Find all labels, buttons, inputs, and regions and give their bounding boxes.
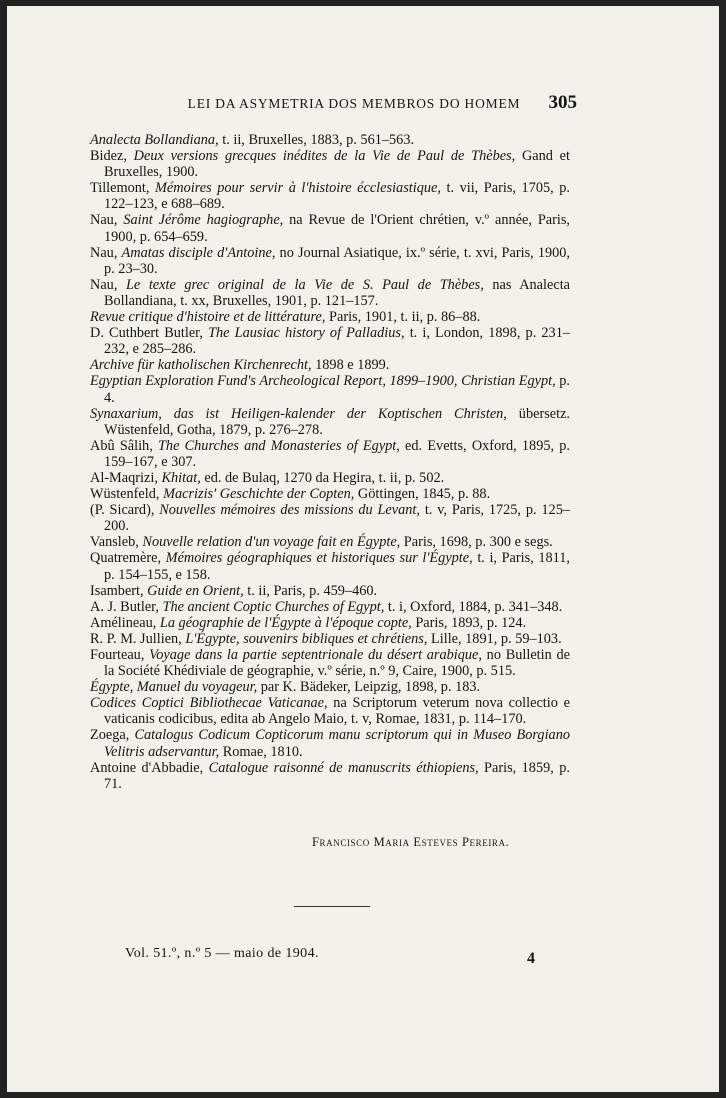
entry-author: (P. Sicard), <box>90 502 160 519</box>
entry-title: Catalogue raisonné de manuscrits éthiopiens, <box>208 759 479 776</box>
bibliography-entry <box>90 357 570 373</box>
bibliography-entry <box>90 148 570 180</box>
entry-author: Vansleb, <box>90 534 143 551</box>
entry-details: Paris, 1893, p. 124. <box>411 614 527 631</box>
bibliography-entry <box>90 647 570 679</box>
bibliography-entry <box>90 679 570 695</box>
bibliography-entry <box>90 470 570 486</box>
entry-details: Paris, 1859, p. 71. <box>104 759 570 792</box>
entry-details: t. vii, Paris, 1705, p. 122–123, e 688–689. <box>104 180 570 213</box>
entry-author: Quatremère, <box>90 550 166 567</box>
page-header <box>7 92 719 116</box>
entry-details: 1898 e 1899. <box>311 357 390 374</box>
bibliography-entry <box>90 245 570 277</box>
running-title: LEI DA ASYMETRIA DOS MEMBROS DO HOMEM <box>187 96 521 111</box>
entry-title: Mémoires géographiques et historiques sur l'Égypte, <box>165 550 473 567</box>
entry-title: Macrizis' Geschichte der Copten, <box>163 486 355 503</box>
entry-title: The ancient Coptic Churches of Egypt, <box>162 598 385 615</box>
entry-title: The Churches and Monasteries of Egypt, <box>157 437 400 454</box>
entry-author: Nau, <box>90 276 126 293</box>
volume-footer: Vol. 51.º, n.º 5 — maio de 1904. <box>125 946 319 961</box>
entry-title: Nouvelles mémoires des missions du Levant, <box>159 502 420 519</box>
document-page <box>7 6 719 1092</box>
bibliography-entry <box>90 534 570 550</box>
entry-title: Voyage dans la partie septentrionale du désert arabique, <box>149 647 482 663</box>
entry-title: Khitat, <box>161 469 201 486</box>
entry-details: Göttingen, 1845, p. 88. <box>354 486 491 503</box>
bibliography-entry <box>90 599 570 615</box>
entry-author: Tillemont, <box>90 180 156 197</box>
entry-title: Nouvelle relation d'un voyage fait en Égypte, <box>142 534 401 551</box>
entry-author: Amélineau, <box>90 614 160 631</box>
entry-details: Paris, 1901, t. ii, p. 86–88. <box>325 309 481 326</box>
entry-author: R. P. M. Jullien, <box>90 630 186 647</box>
bibliography-entry <box>90 277 570 309</box>
entry-title: Catalogus Codicum Copticorum manu scriptorum qui in Museo Borgiano Velitris adservantur, <box>104 727 570 760</box>
entry-title: Mémoires pour servir à l'histoire écclesiastique, <box>155 180 441 197</box>
entry-details: Gand et Bruxelles, 1900. <box>104 148 571 181</box>
entry-details: übersetz. Wüstenfeld, Gotha, 1879, p. 276–278. <box>104 405 571 438</box>
entry-author: A. J. Butler, <box>90 598 163 615</box>
bibliography-entry <box>90 631 570 647</box>
entry-title: Egyptian Exploration Fund's Archeological Report, 1899–1900, Christian Egypt, <box>90 373 556 390</box>
author-signature: Francisco Maria Esteves Pereira. <box>312 835 510 849</box>
entry-details: no Bulletin de la Société Khédiviale de géographie, v.º série, n.º 9, Caire, 1900, p. 515. <box>104 647 570 680</box>
entry-author: Zoega, <box>90 727 135 744</box>
entry-details: nas Analecta Bollandiana, t. xx, Bruxelles, 1901, p. 121–157. <box>104 276 571 309</box>
bibliography-entry <box>90 438 570 470</box>
bibliography-entry <box>90 180 570 212</box>
bibliography-entry <box>90 615 570 631</box>
entry-author: Isambert, <box>90 582 148 599</box>
entry-author: Bidez, <box>90 148 134 165</box>
bibliography-list <box>90 132 570 792</box>
entry-author: Abû Sâlih, <box>90 437 158 454</box>
entry-author: Fourteau, <box>90 647 150 663</box>
entry-author: D. Cuthbert Butler, <box>90 325 209 342</box>
entry-details: t. ii, Paris, p. 459–460. <box>243 582 378 599</box>
entry-title: L'Égypte, souvenirs bibliques et chrétiens, <box>185 630 428 647</box>
bibliography-entry <box>90 760 570 792</box>
entry-author: Antoine d'Abbadie, <box>90 759 209 776</box>
entry-title: Analecta Bollandiana, <box>90 132 219 148</box>
entry-title: Guide en Orient, <box>147 582 244 599</box>
page-number: 305 <box>548 92 577 113</box>
entry-details: ed. de Bulaq, 1270 da Hegira, t. ii, p. 502. <box>200 469 445 486</box>
entry-title: Amatas disciple d'Antoine, <box>121 244 276 261</box>
entry-details: t. i, Oxford, 1884, p. 341–348. <box>384 598 563 615</box>
entry-details: ed. Evetts, Oxford, 1895, p. 159–167, e 307. <box>104 437 570 470</box>
entry-details: no Journal Asiatique, ix.º série, t. xvi, Paris, 1900, p. 23–30. <box>104 244 571 277</box>
entry-details: Paris, 1698, p. 300 e segs. <box>400 534 553 551</box>
entry-details: t. i, London, 1898, p. 231–232, e 285–286. <box>104 325 570 358</box>
entry-title: Saint Jérôme hagiographe, <box>123 212 284 229</box>
entry-author: Nau, <box>90 244 122 261</box>
entry-details: t. ii, Bruxelles, 1883, p. 561–563. <box>218 132 415 148</box>
entry-title: Archive für katholischen Kirchenrecht, <box>90 357 312 374</box>
entry-title: Le texte grec original de la Vie de S. Paul de Thèbes, <box>125 276 484 293</box>
bibliography-entry <box>90 309 570 325</box>
bibliography-entry <box>90 373 570 405</box>
bibliography-entry <box>90 212 570 244</box>
entry-details: t. v, Paris, 1725, p. 125–200. <box>104 502 571 535</box>
entry-details: t. i, Paris, 1811, p. 154–155, e 158. <box>104 550 571 583</box>
bibliography-entry <box>90 502 570 534</box>
bibliography-entry <box>90 406 570 438</box>
entry-details: par K. Bädeker, Leipzig, 1898, p. 183. <box>257 679 481 696</box>
entry-details: p. 4. <box>104 373 570 406</box>
entry-details: na Revue de l'Orient chrétien, v.º année, Paris, 1900, p. 654–659. <box>104 212 570 245</box>
entry-title: Revue critique d'histoire et de littérature, <box>90 309 326 326</box>
entry-title: Codices Coptici Bibliothecae Vaticanae, <box>90 695 328 712</box>
entry-title: Égypte, Manuel du voyageur, <box>90 679 258 696</box>
bibliography-entry <box>90 583 570 599</box>
entry-details: Romae, 1810. <box>219 743 303 760</box>
entry-title: The Lausiac history of Palladius, <box>208 325 405 342</box>
bibliography-entry <box>90 550 570 582</box>
entry-author: Al-Maqrizi, <box>90 469 162 486</box>
entry-title: La géographie de l'Égypte à l'époque copte, <box>159 614 412 631</box>
sheet-number: 4 <box>527 950 535 967</box>
bibliography-entry <box>90 325 570 357</box>
entry-author: Nau, <box>90 212 124 229</box>
entry-title: Deux versions grecques inédites de la Vie de Paul de Thèbes, <box>133 148 516 165</box>
entry-details: na Scriptorum veterum nova collectio e vaticanis codicibus, edita ab Angelo Maio, t. v, Romae, 1831, p. 114–170. <box>104 695 570 728</box>
entry-title: Synaxarium, das ist Heiligen-kalender der Koptischen Christen, <box>90 405 507 422</box>
bibliography-entry <box>90 727 570 759</box>
bibliography-entry <box>90 486 570 502</box>
entry-details: Lille, 1891, p. 59–103. <box>427 630 562 647</box>
bibliography-entry <box>90 132 570 148</box>
bibliography-entry <box>90 695 570 727</box>
entry-author: Wüstenfeld, <box>90 486 164 503</box>
section-divider <box>294 906 370 907</box>
